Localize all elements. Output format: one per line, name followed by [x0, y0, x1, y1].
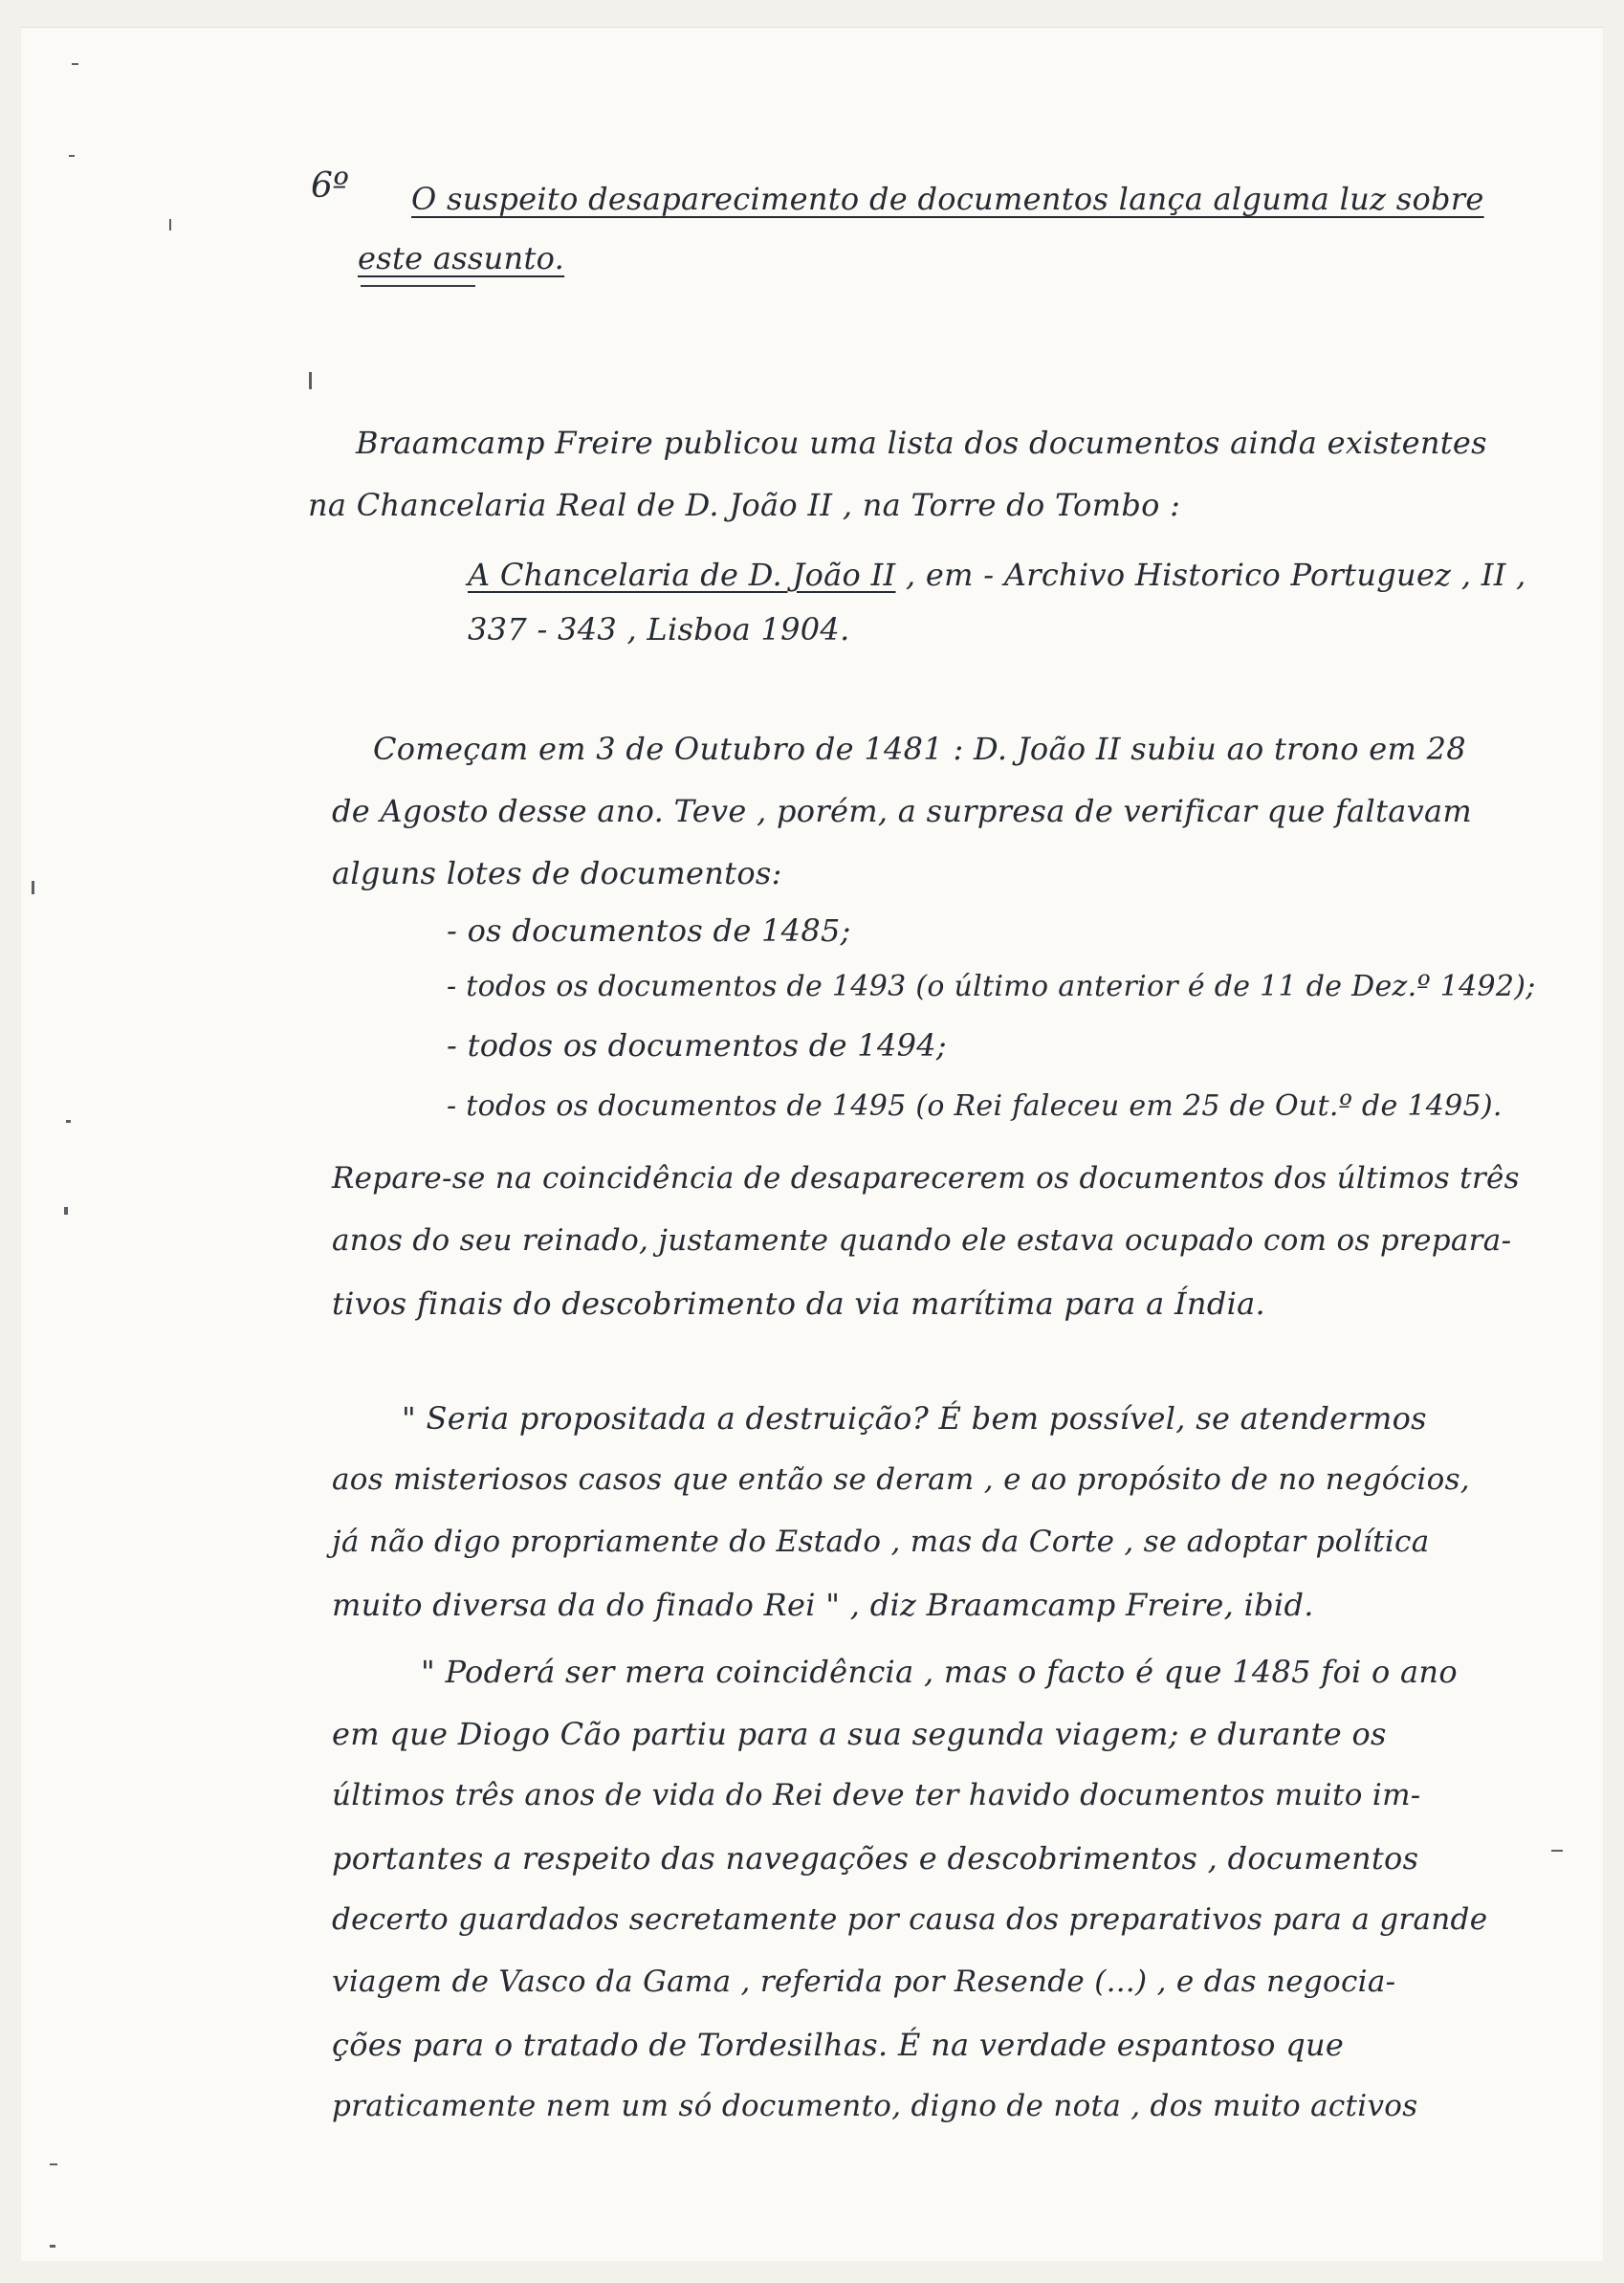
quote-2-line-5: decerto guardados secretamente por causa dos preparativos para a grande — [332, 1902, 1488, 1937]
paragraph-2-line-2: de Agosto desse ano. Teve , porém, a surpresa de verificar que faltavam — [332, 793, 1473, 829]
margin-mark — [309, 372, 312, 389]
paragraph-2-line-6: tivos finais do descobrimento da via marítima para a Índia. — [332, 1285, 1265, 1322]
paragraph-2-line-5: anos do seu reinado, justamente quando ele estava ocupado com os prepara- — [332, 1223, 1512, 1258]
margin-mark — [169, 219, 171, 230]
intro-line-1: Braamcamp Freire publicou uma lista dos documentos ainda existentes — [356, 425, 1487, 461]
reference-line-2: 337 - 343 , Lisboa 1904. — [468, 611, 850, 648]
quote-2-line-3: últimos três anos de vida do Rei deve ter havido documentos muito im- — [332, 1778, 1421, 1812]
reference-title: A Chancelaria de D. João II — [468, 557, 896, 593]
quote-1-line-3: já não digo propriamente do Estado , mas da Corte , se adoptar política — [332, 1525, 1430, 1559]
paragraph-2-line-3: alguns lotes de documentos: — [332, 855, 782, 891]
handwritten-page — [21, 27, 1603, 2261]
heading-line-2 — [358, 240, 564, 276]
heading-double-underline — [361, 285, 475, 287]
quote-1-line-4: muito diversa da do finado Rei " , diz Braamcamp Freire, ibid. — [332, 1587, 1314, 1623]
list-item: - todos os documentos de 1495 (o Rei faleceu em 25 de Out.º de 1495). — [447, 1089, 1503, 1123]
quote-1-line-2: aos misteriosos casos que então se deram , e ao propósito de no negócios, — [332, 1462, 1470, 1497]
margin-mark — [66, 1120, 71, 1123]
heading-line-1 — [411, 181, 1484, 217]
list-item: - todos os documentos de 1493 (o último anterior é de 11 de Dez.º 1492); — [447, 970, 1536, 1003]
heading-text: este assunto. — [358, 240, 565, 276]
list-item: - todos os documentos de 1494; — [447, 1027, 948, 1064]
quote-1-line-1: " Seria propositada a destruição? É bem possível, se atendermos — [402, 1400, 1427, 1437]
quote-2-line-2: em que Diogo Cão partiu para a sua segunda viagem; e durante os — [332, 1716, 1387, 1752]
margin-mark — [50, 2163, 57, 2165]
margin-mark — [50, 2245, 55, 2248]
margin-mark — [32, 881, 34, 894]
margin-mark — [72, 63, 78, 65]
quote-2-line-6: viagem de Vasco da Gama , referida por Resende (...) , e das negocia- — [332, 1965, 1396, 1999]
quote-2-line-4: portantes a respeito das navegações e descobrimentos , documentos — [332, 1840, 1419, 1877]
quote-2-line-8: praticamente nem um só documento, digno de nota , dos muito activos — [332, 2089, 1418, 2123]
quote-2-line-7: ções para o tratado de Tordesilhas. É na verdade espantoso que — [332, 2027, 1345, 2063]
list-item: - os documentos de 1485; — [447, 912, 851, 949]
reference-line-1 — [468, 557, 1526, 593]
reference-source: , em - Archivo Historico Portuguez , II , — [895, 557, 1526, 593]
quote-2-line-1: " Poderá ser mera coincidência , mas o facto é que 1485 foi o ano — [421, 1654, 1458, 1690]
paragraph-2-line-1: Começam em 3 de Outubro de 1481 : D. João II subiu ao trono em 28 — [373, 731, 1466, 767]
heading-text: O suspeito desaparecimento de documentos lança alguma luz sobre — [411, 181, 1484, 217]
section-number: 6º — [311, 166, 349, 206]
intro-line-2: na Chancelaria Real de D. João II , na Torre do Tombo : — [308, 487, 1181, 523]
margin-mark — [1551, 1850, 1563, 1852]
margin-mark — [69, 155, 75, 157]
paragraph-2-line-4: Repare-se na coincidência de desaparecerem os documentos dos últimos três — [332, 1161, 1520, 1196]
margin-mark — [64, 1207, 68, 1215]
